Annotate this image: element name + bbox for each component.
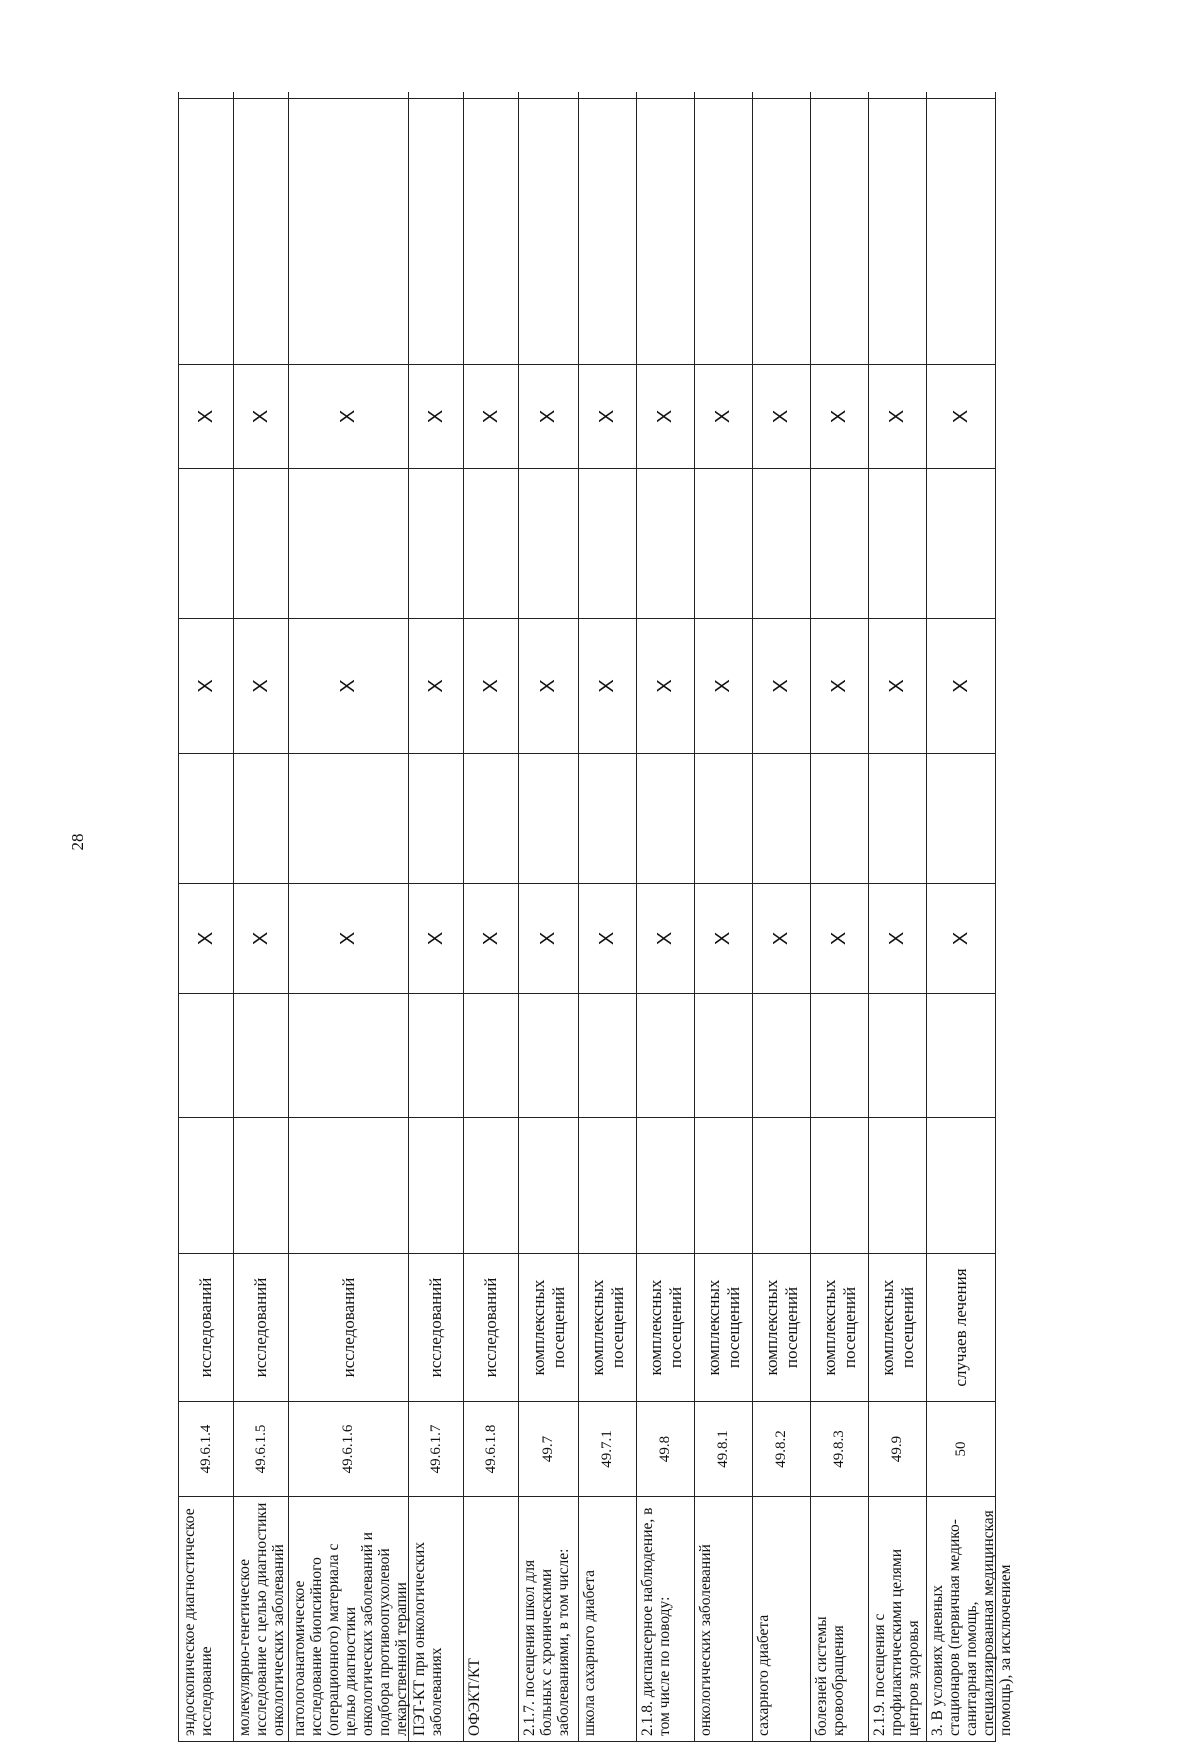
mark-cell <box>289 884 408 994</box>
mark-cell <box>927 884 995 994</box>
row-unit: исследований <box>464 1254 518 1402</box>
x-mark: Х <box>828 409 850 424</box>
row-unit: комплексных посещений <box>637 1254 694 1402</box>
page-number: 28 <box>68 833 87 851</box>
mark-cell <box>869 884 926 994</box>
row-unit: комплексных посещений <box>753 1254 810 1402</box>
empty-cell <box>579 994 636 1118</box>
x-mark: Х <box>249 409 272 424</box>
mark-cell <box>234 365 288 469</box>
table-row <box>408 92 463 1742</box>
x-mark: Х <box>337 679 359 693</box>
mark-cell <box>579 365 636 469</box>
empty-cell <box>695 469 752 619</box>
row-code: 49.6.1.7 <box>409 1402 463 1497</box>
empty-cell <box>179 469 233 619</box>
x-mark: Х <box>194 679 217 693</box>
x-mark: Х <box>479 409 502 424</box>
empty-cell <box>179 754 233 884</box>
x-mark: Х <box>770 409 792 424</box>
row-name: молекулярно-генетическое исследование с целью диагностики онкологических заболеваний <box>234 1497 288 1742</box>
empty-cell <box>234 1118 288 1254</box>
mark-cell <box>753 365 810 469</box>
row-name: сахарного диабета <box>753 1497 810 1742</box>
empty-cell <box>409 98 463 365</box>
table-row <box>288 92 408 1742</box>
empty-cell <box>811 469 868 619</box>
row-name: 3. В условиях дневных стационаров (первичная медико-санитарная помощь, специализированная медицинская помощь), за исключением <box>927 1497 995 1742</box>
row-unit: исследований <box>179 1254 233 1402</box>
row-name: ПЭТ-КТ при онкологических заболеваниях <box>409 1497 463 1742</box>
x-mark: Х <box>712 409 734 424</box>
empty-cell <box>289 469 408 619</box>
row-code: 49.8 <box>637 1402 694 1497</box>
mark-cell <box>579 884 636 994</box>
empty-cell <box>234 98 288 365</box>
mark-cell <box>811 619 868 754</box>
empty-cell <box>637 469 694 619</box>
x-mark: Х <box>654 409 676 424</box>
row-code: 50 <box>927 1402 995 1497</box>
row-unit: исследований <box>234 1254 288 1402</box>
x-mark: Х <box>337 931 359 946</box>
row-code: 49.6.1.8 <box>464 1402 518 1497</box>
mark-cell <box>409 365 463 469</box>
mark-cell <box>519 365 578 469</box>
mark-cell <box>637 884 694 994</box>
x-mark: Х <box>194 931 217 946</box>
mark-cell <box>695 619 752 754</box>
row-name: 2.1.9. посещения с профилактическими целями центров здоровья <box>869 1497 926 1742</box>
empty-cell <box>289 98 408 365</box>
empty-cell <box>927 469 995 619</box>
empty-cell <box>519 754 578 884</box>
empty-cell <box>753 1118 810 1254</box>
table-row <box>233 92 288 1742</box>
row-code: 49.7.1 <box>579 1402 636 1497</box>
empty-cell <box>409 754 463 884</box>
mark-cell <box>234 884 288 994</box>
empty-cell <box>695 98 752 365</box>
mark-cell <box>179 365 233 469</box>
row-unit: комплексных посещений <box>695 1254 752 1402</box>
x-mark: Х <box>479 679 502 693</box>
empty-cell <box>579 754 636 884</box>
mark-cell <box>409 884 463 994</box>
empty-cell <box>753 994 810 1118</box>
mark-cell <box>811 884 868 994</box>
x-mark: Х <box>479 931 502 946</box>
mark-cell <box>637 365 694 469</box>
row-unit: комплексных посещений <box>579 1254 636 1402</box>
empty-cell <box>234 994 288 1118</box>
data-table <box>178 92 1200 1742</box>
row-unit: комплексных посещений <box>811 1254 868 1402</box>
empty-cell <box>869 754 926 884</box>
table-row <box>810 92 868 1742</box>
mark-cell <box>179 619 233 754</box>
table-row <box>752 92 810 1742</box>
empty-cell <box>869 469 926 619</box>
row-code: 49.8.2 <box>753 1402 810 1497</box>
x-mark: Х <box>712 931 734 946</box>
x-mark: Х <box>337 409 359 424</box>
x-mark: Х <box>949 409 972 424</box>
x-mark: Х <box>424 931 447 946</box>
mark-cell <box>753 884 810 994</box>
empty-cell <box>927 1118 995 1254</box>
x-mark: Х <box>249 931 272 946</box>
empty-cell <box>811 98 868 365</box>
x-mark: Х <box>828 679 850 693</box>
mark-cell <box>289 619 408 754</box>
empty-cell <box>409 1118 463 1254</box>
mark-cell <box>179 884 233 994</box>
empty-cell <box>927 754 995 884</box>
row-name: школа сахарного диабета <box>579 1497 636 1742</box>
mark-cell <box>519 619 578 754</box>
table-row <box>636 92 694 1742</box>
table-row <box>926 92 1014 1742</box>
empty-cell <box>869 98 926 365</box>
x-mark: Х <box>712 679 734 693</box>
mark-cell <box>927 365 995 469</box>
empty-cell <box>753 469 810 619</box>
empty-cell <box>464 98 518 365</box>
empty-cell <box>637 754 694 884</box>
x-mark: Х <box>654 931 676 946</box>
empty-cell <box>869 1118 926 1254</box>
empty-cell <box>289 994 408 1118</box>
row-code: 49.9 <box>869 1402 926 1497</box>
mark-cell <box>234 619 288 754</box>
empty-cell <box>753 98 810 365</box>
row-name: эндоскопическое диагностическое исследование <box>179 1497 233 1742</box>
x-mark: Х <box>537 931 559 946</box>
row-code: 49.6.1.5 <box>234 1402 288 1497</box>
empty-cell <box>464 1118 518 1254</box>
row-name: 2.1.8. диспансерное наблюдение, в том числе по поводу: <box>637 1497 694 1742</box>
mark-cell <box>695 365 752 469</box>
empty-cell <box>409 994 463 1118</box>
mark-cell <box>869 619 926 754</box>
row-unit: исследований <box>409 1254 463 1402</box>
x-mark: Х <box>596 931 618 946</box>
x-mark: Х <box>424 409 447 424</box>
x-mark: Х <box>949 931 972 946</box>
row-unit: исследований <box>289 1254 408 1402</box>
empty-cell <box>464 754 518 884</box>
empty-cell <box>234 754 288 884</box>
mark-cell <box>579 619 636 754</box>
empty-cell <box>811 1118 868 1254</box>
x-mark: Х <box>537 409 559 424</box>
row-name: болезней системы кровообращения <box>811 1497 868 1742</box>
empty-cell <box>695 994 752 1118</box>
x-mark: Х <box>537 679 559 693</box>
row-name: онкологических заболеваний <box>695 1497 752 1742</box>
empty-cell <box>927 98 995 365</box>
mark-cell <box>519 884 578 994</box>
x-mark: Х <box>596 679 618 693</box>
empty-cell <box>579 1118 636 1254</box>
empty-cell <box>927 994 995 1118</box>
x-mark: Х <box>770 679 792 693</box>
empty-cell <box>519 1118 578 1254</box>
row-name: патологоанатомическое исследование биопсийного (операционного) материала с целью диагностики онкологических заболеваний и подбора противоопухолевой лекарственной терапии <box>289 1497 408 1742</box>
x-mark: Х <box>886 409 908 424</box>
mark-cell <box>753 619 810 754</box>
x-mark: Х <box>424 679 447 693</box>
empty-cell <box>869 994 926 1118</box>
empty-cell <box>811 994 868 1118</box>
table-row <box>463 92 518 1742</box>
x-mark: Х <box>886 931 908 946</box>
row-code: 49.8.1 <box>695 1402 752 1497</box>
empty-cell <box>289 1118 408 1254</box>
x-mark: Х <box>596 409 618 424</box>
row-code: 49.7 <box>519 1402 578 1497</box>
empty-cell <box>464 469 518 619</box>
empty-cell <box>409 469 463 619</box>
empty-cell <box>811 754 868 884</box>
empty-cell <box>179 98 233 365</box>
empty-cell <box>579 98 636 365</box>
x-mark: Х <box>949 679 972 693</box>
empty-cell <box>289 754 408 884</box>
empty-cell <box>519 98 578 365</box>
empty-cell <box>179 994 233 1118</box>
row-code: 49.6.1.4 <box>179 1402 233 1497</box>
empty-cell <box>579 469 636 619</box>
mark-cell <box>409 619 463 754</box>
row-code: 49.8.3 <box>811 1402 868 1497</box>
empty-cell <box>179 1118 233 1254</box>
mark-cell <box>464 884 518 994</box>
table-row <box>518 92 578 1742</box>
table-wrapper <box>178 92 1200 1742</box>
table-row <box>868 92 926 1742</box>
empty-cell <box>695 1118 752 1254</box>
x-mark: Х <box>770 931 792 946</box>
mark-cell <box>695 884 752 994</box>
row-unit: комплексных посещений <box>869 1254 926 1402</box>
mark-cell <box>464 619 518 754</box>
empty-cell <box>464 994 518 1118</box>
mark-cell <box>637 619 694 754</box>
table-row <box>694 92 752 1742</box>
x-mark: Х <box>886 679 908 693</box>
row-name: ОФЭКТ/КТ <box>464 1497 518 1742</box>
table-row <box>578 92 636 1742</box>
x-mark: Х <box>249 679 272 693</box>
x-mark: Х <box>654 679 676 693</box>
empty-cell <box>519 469 578 619</box>
empty-cell <box>519 994 578 1118</box>
mark-cell <box>289 365 408 469</box>
table-row <box>178 92 233 1742</box>
empty-cell <box>753 754 810 884</box>
mark-cell <box>927 619 995 754</box>
empty-cell <box>695 754 752 884</box>
row-name: 2.1.7. посещения школ для больных с хроническими заболеваниями, в том числе: <box>519 1497 578 1742</box>
empty-cell <box>234 469 288 619</box>
x-mark: Х <box>828 931 850 946</box>
row-unit: комплексных посещений <box>519 1254 578 1402</box>
row-code: 49.6.1.6 <box>289 1402 408 1497</box>
mark-cell <box>869 365 926 469</box>
mark-cell <box>464 365 518 469</box>
row-unit: случаев лечения <box>927 1254 995 1402</box>
x-mark: Х <box>194 409 217 424</box>
empty-cell <box>637 1118 694 1254</box>
empty-cell <box>637 994 694 1118</box>
mark-cell <box>811 365 868 469</box>
empty-cell <box>637 98 694 365</box>
